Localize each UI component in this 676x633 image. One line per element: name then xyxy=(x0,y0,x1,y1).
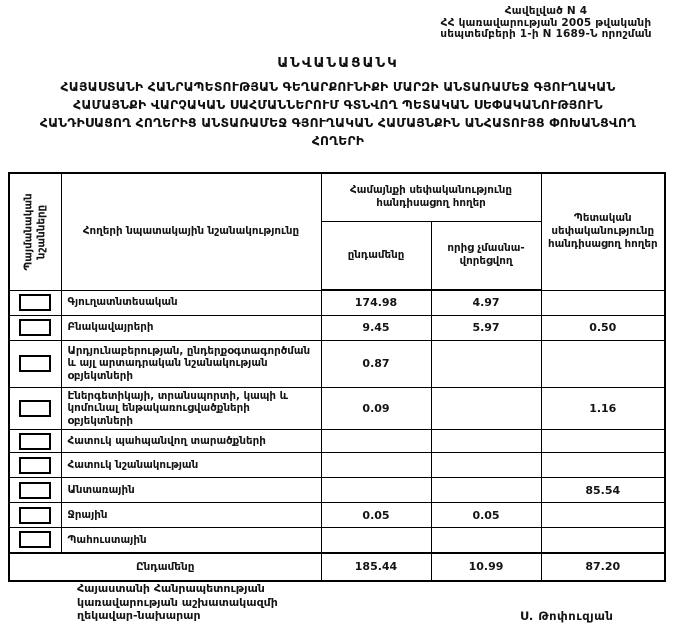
table-header xyxy=(9,173,665,290)
community-total-value xyxy=(321,430,431,453)
annex-line: ՀՀ կառավարության 2005 թվականի xyxy=(440,16,652,29)
title-line: ՀԱՅԱՍՏԱՆԻ ՀԱՆՐԱՊԵՏՈՒԹՅԱՆ ԳԵՂԱՐՔՈՒՆԻՔԻ ՄԱՐԶԻ ԱՆՏԱՌԱՄԵՋ ԳՅՈՒՂԱԿԱՆ xyxy=(60,80,616,94)
legend-swatch xyxy=(19,482,51,499)
legend-cell xyxy=(9,340,61,387)
official-line: կառավարության աշխատակազմի xyxy=(77,595,278,609)
table-row xyxy=(9,503,665,528)
legend-cell xyxy=(9,290,61,315)
land-table xyxy=(8,172,666,582)
land-category-label: Էներգետիկայի, տրանսպորտի, կապի և կոմունալ ենթակառուցվածքների օբյեկտների xyxy=(61,387,321,430)
title-line: ՀԱՄԱՅՆՔԻ ՎԱՐՉԱԿԱՆ ՍԱՀՄԱՆՆԵՐՈՒՄ ԳՏՆՎՈՂ ՊԵՏԱԿԱՆ ՍԵՓԱԿԱՆՈՒԹՅՈՒՆ xyxy=(73,98,603,112)
state-value: 0.50 xyxy=(541,315,665,340)
legend-swatch xyxy=(19,319,51,336)
table-row xyxy=(9,387,665,430)
community-total-value xyxy=(321,478,431,503)
table-row xyxy=(9,453,665,478)
annex-reference xyxy=(420,6,672,41)
table-row xyxy=(9,528,665,553)
table-body xyxy=(9,290,665,581)
table-row xyxy=(9,340,665,387)
signing-official-block xyxy=(77,582,278,623)
table-row xyxy=(9,315,665,340)
official-line: Հայաստանի Հանրապետության xyxy=(77,582,265,595)
state-value: 85.54 xyxy=(541,478,665,503)
legend-swatch xyxy=(19,400,51,417)
state-value xyxy=(541,290,665,315)
non-privatizable-value xyxy=(431,340,541,387)
table-row xyxy=(9,478,665,503)
legend-cell xyxy=(9,478,61,503)
document-title xyxy=(0,55,676,150)
signature-name: Ս. Թոփուզյան xyxy=(520,609,614,623)
legend-cell xyxy=(9,503,61,528)
header-purpose-column: Հողերի նպատակային նշանակությունը xyxy=(61,173,321,290)
header-state-column: Պետական սեփականությունը հանդիսացող հողեր xyxy=(541,173,665,290)
land-category-label: Անտառային xyxy=(61,478,321,503)
land-category-label: Բնակավայրերի xyxy=(61,315,321,340)
legend-cell xyxy=(9,528,61,553)
land-category-label: Ջրային xyxy=(61,503,321,528)
total-label: Ընդամենը xyxy=(9,553,321,581)
title-line: ՀՈՂԵՐԻ xyxy=(311,134,365,148)
non-privatizable-value: 4.97 xyxy=(431,290,541,315)
header-community-group: Համայնքի սեփականությունը հանդիսացող հողեր xyxy=(321,173,541,221)
header-symbol-label: Պայմանական նշանները xyxy=(22,193,48,271)
legend-cell xyxy=(9,430,61,453)
header-community-total: ընդամենը xyxy=(321,221,431,290)
legend-swatch xyxy=(19,531,51,548)
total-non-privatizable-value: 10.99 xyxy=(431,553,541,581)
legend-swatch xyxy=(19,433,51,450)
land-category-label: Գյուղատնտեսական xyxy=(61,290,321,315)
land-category-label: Հատուկ նշանակության xyxy=(61,453,321,478)
state-value xyxy=(541,528,665,553)
title-line: ՀԱՆԴԻՍԱՑՈՂ ՀՈՂԵՐԻՑ ԱՆՏԱՌԱՄԵՋ ԳՅՈՒՂԱԿԱՆ ՀԱՄԱՅՆՔԻՆ ԱՆՀԱՏՈՒՅՑ ՓՈԽԱՆՑՎՈՂ xyxy=(39,116,637,130)
legend-swatch xyxy=(19,294,51,311)
community-total-value: 0.09 xyxy=(321,387,431,430)
legend-swatch xyxy=(19,457,51,474)
community-total-value: 9.45 xyxy=(321,315,431,340)
table-row xyxy=(9,430,665,453)
official-line: ղեկավար-նախարար xyxy=(77,609,201,622)
community-total-value: 0.87 xyxy=(321,340,431,387)
community-total-value: 174.98 xyxy=(321,290,431,315)
state-value: 1.16 xyxy=(541,387,665,430)
header-symbol-column xyxy=(9,173,61,290)
non-privatizable-value: 0.05 xyxy=(431,503,541,528)
community-total-value: 0.05 xyxy=(321,503,431,528)
legend-cell xyxy=(9,387,61,430)
annex-line: Հավելված N 4 xyxy=(504,5,588,17)
non-privatizable-value xyxy=(431,387,541,430)
land-category-label: Հատուկ պահպանվող տարածքների xyxy=(61,430,321,453)
state-value xyxy=(541,503,665,528)
table-row xyxy=(9,290,665,315)
land-category-label: Արդյունաբերության, ընդերքօգտագործման և այլ արտադրական նշանակության օբյեկտների xyxy=(61,340,321,387)
legend-swatch xyxy=(19,355,51,372)
total-community-value: 185.44 xyxy=(321,553,431,581)
community-total-value xyxy=(321,528,431,553)
non-privatizable-value xyxy=(431,528,541,553)
state-value xyxy=(541,340,665,387)
land-category-label: Պահուստային xyxy=(61,528,321,553)
total-state-value: 87.20 xyxy=(541,553,665,581)
non-privatizable-value xyxy=(431,453,541,478)
annex-line: սեպտեմբերի 1-ի N 1689-Ն որոշման xyxy=(440,28,652,40)
legend-cell xyxy=(9,453,61,478)
table-total-row xyxy=(9,553,665,581)
state-value xyxy=(541,430,665,453)
state-value xyxy=(541,453,665,478)
title-heading: ԱՆՎԱՆԱՑԱՆԿ xyxy=(277,55,399,71)
non-privatizable-value: 5.97 xyxy=(431,315,541,340)
non-privatizable-value xyxy=(431,478,541,503)
community-total-value xyxy=(321,453,431,478)
non-privatizable-value xyxy=(431,430,541,453)
header-non-privatizable: որից չմասնա-վորեցվող xyxy=(431,221,541,290)
legend-cell xyxy=(9,315,61,340)
legend-swatch xyxy=(19,507,51,524)
